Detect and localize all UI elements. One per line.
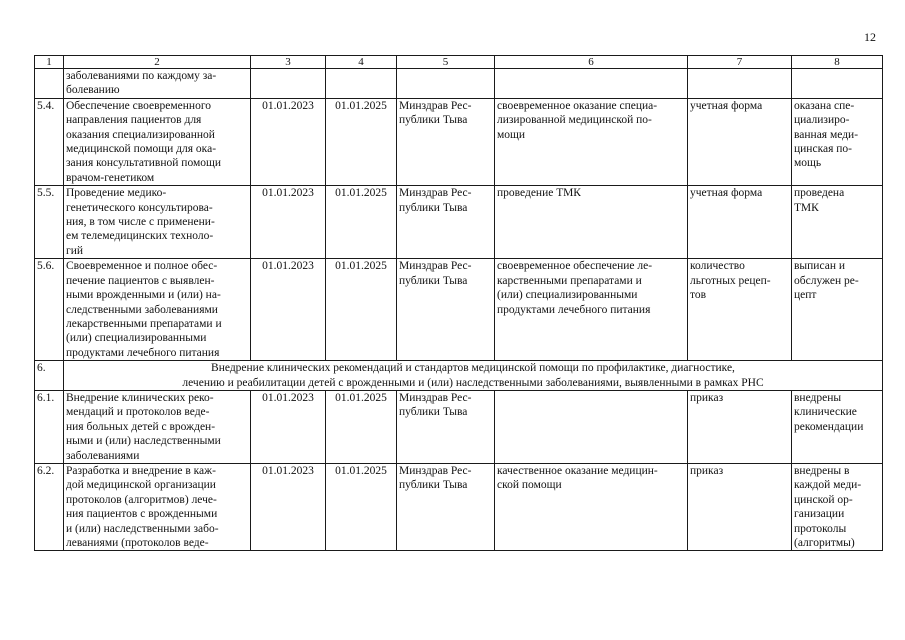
measure-text: Проведение медико- генетического консультирова- ния, в том числе с применени- ем телемедицинских техноло- гий [64,186,251,259]
executor: Минздрав Рес- публики Тыва [397,186,495,259]
table-row [35,69,883,99]
header-col-6: 6 [495,56,688,69]
table-row [35,390,883,463]
expected-result [495,390,688,463]
indicator: приказ [688,390,792,463]
indicator: количество льготных рецеп- тов [688,259,792,361]
header-row [35,56,883,69]
header-col-4: 4 [326,56,397,69]
outcome [792,69,883,99]
end-date: 01.01.2025 [326,463,397,550]
indicator: приказ [688,463,792,550]
start-date: 01.01.2023 [251,259,326,361]
outcome: внедрены в каждой меди- цинской ор- ганизации протоколы (алгоритмы) [792,463,883,550]
end-date: 01.01.2025 [326,390,397,463]
measure-text: Обеспечение своевременного направления пациентов для оказания специализированной медицинской помощи для ока- зания консультативной помощи врачом-генетиком [64,98,251,185]
expected-result [495,69,688,99]
page-number: 12 [864,30,876,44]
executor: Минздрав Рес- публики Тыва [397,463,495,550]
start-date: 01.01.2023 [251,98,326,185]
section-number: 6. [35,361,64,391]
indicator [688,69,792,99]
executor: Минздрав Рес- публики Тыва [397,98,495,185]
end-date: 01.01.2025 [326,186,397,259]
start-date [251,69,326,99]
row-number: 5.4. [35,98,64,185]
header-col-1: 1 [35,56,64,69]
table-row [35,98,883,185]
expected-result: проведение ТМК [495,186,688,259]
measure-text: Своевременное и полное обес- печение пациентов с выявлен- ными врожденными и (или) на- следственными заболеваниями лекарственными препаратами и (или) специализированными продуктами лечебного питания [64,259,251,361]
end-date: 01.01.2025 [326,259,397,361]
indicator: учетная форма [688,98,792,185]
end-date [326,69,397,99]
start-date: 01.01.2023 [251,463,326,550]
header-col-3: 3 [251,56,326,69]
outcome: выписан и обслужен ре- цепт [792,259,883,361]
executor [397,69,495,99]
row-number: 5.6. [35,259,64,361]
table-row [35,259,883,361]
header-col-2: 2 [64,56,251,69]
start-date: 01.01.2023 [251,186,326,259]
table-row [35,463,883,550]
header-col-7: 7 [688,56,792,69]
table-row [35,186,883,259]
expected-result: своевременное оказание специа- лизированной медицинской по- мощи [495,98,688,185]
expected-result: своевременное обеспечение ле- карственными препаратами и (или) специализированными продуктами лечебного питания [495,259,688,361]
executor: Минздрав Рес- публики Тыва [397,390,495,463]
row-number: 6.1. [35,390,64,463]
start-date: 01.01.2023 [251,390,326,463]
section-row [35,361,883,391]
row-number: 5.5. [35,186,64,259]
measures-table [34,55,883,551]
outcome: оказана спе- циализиро- ванная меди- цинская по- мощь [792,98,883,185]
header-col-8: 8 [792,56,883,69]
section-title: Внедрение клинических рекомендаций и стандартов медицинской помощи по профилактике, диагностике, лечению и реабилитации детей с врожденными и (или) наследственными заболеваниями, выявленными в рамках РНС [64,361,883,391]
end-date: 01.01.2025 [326,98,397,185]
row-number [35,69,64,99]
row-number: 6.2. [35,463,64,550]
header-col-5: 5 [397,56,495,69]
measure-text: Разработка и внедрение в каж- дой медицинской организации протоколов (алгоритмов) лече- ния пациентов с врожденными и (или) наследственными забо- леваниями (протоколов веде- [64,463,251,550]
measure-text: Внедрение клинических реко- мендаций и протоколов веде- ния больных детей с врожден- ными и (или) наследственными заболеваниями [64,390,251,463]
outcome: внедрены клинические рекомендации [792,390,883,463]
expected-result: качественное оказание медицин- ской помощи [495,463,688,550]
indicator: учетная форма [688,186,792,259]
executor: Минздрав Рес- публики Тыва [397,259,495,361]
measure-text: заболеваниями по каждому за- болеванию [64,69,251,99]
outcome: проведена ТМК [792,186,883,259]
